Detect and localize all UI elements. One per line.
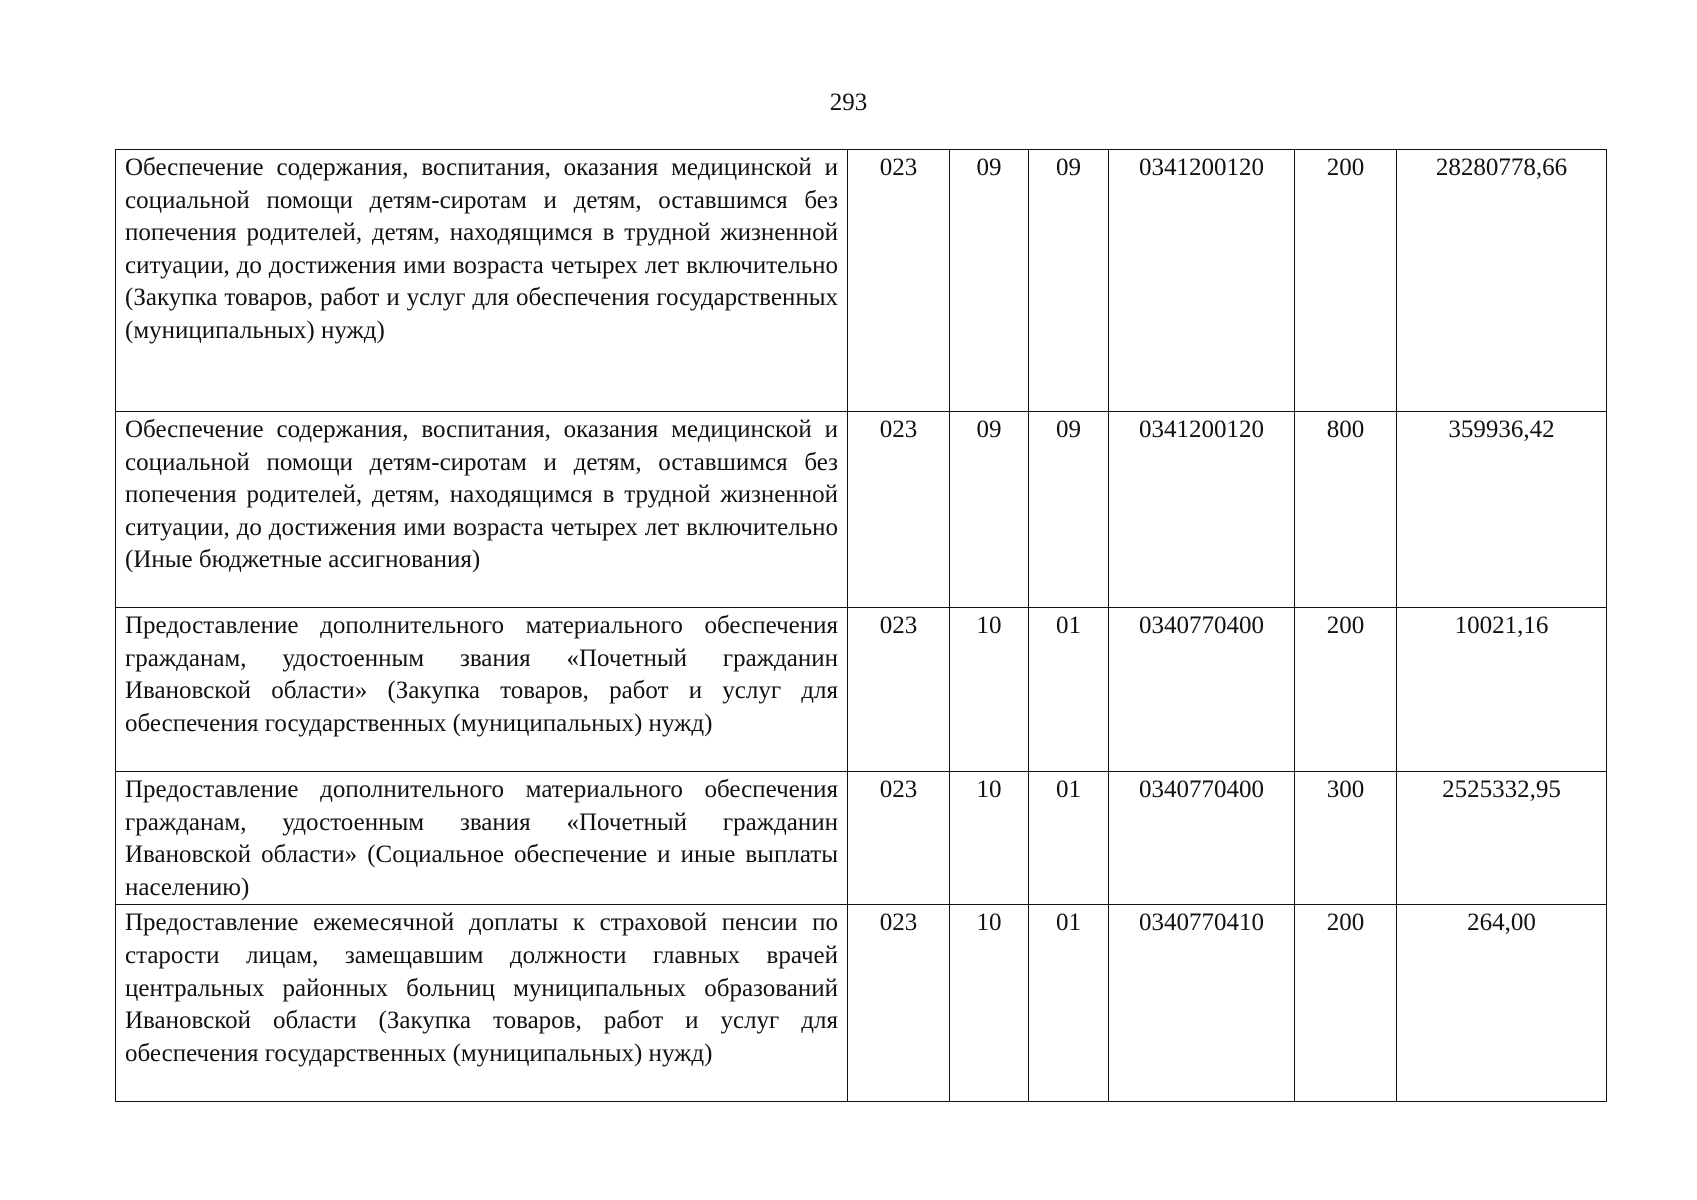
row-description: Предоставление дополнительного материального обеспечения гражданам, удостоенным звания «Почетный гражданин Ивановской области» (Закупка товаров, работ и услуг для обеспечения государственных (муниципальных) нужд): [116, 608, 848, 772]
target-code: 0341200120: [1109, 412, 1295, 608]
subsection-code: 01: [1029, 905, 1109, 1102]
expense-type-code: 200: [1295, 905, 1397, 1102]
admin-code: 023: [848, 412, 950, 608]
subsection-code: 09: [1029, 150, 1109, 412]
row-description: Предоставление ежемесячной доплаты к страховой пенсии по старости лицам, замещавшим должности главных врачей центральных районных больниц муниципальных образований Ивановской области (Закупка товаров, работ и услуг для обеспечения государственных (муниципальных) нужд): [116, 905, 848, 1102]
admin-code: 023: [848, 608, 950, 772]
target-code: 0340770410: [1109, 905, 1295, 1102]
admin-code: 023: [848, 772, 950, 905]
target-code: 0341200120: [1109, 150, 1295, 412]
amount: 2525332,95: [1397, 772, 1607, 905]
amount: 28280778,66: [1397, 150, 1607, 412]
expense-type-code: 800: [1295, 412, 1397, 608]
table-row: [116, 772, 1607, 905]
admin-code: 023: [848, 150, 950, 412]
section-code: 10: [950, 772, 1029, 905]
target-code: 0340770400: [1109, 608, 1295, 772]
amount: 10021,16: [1397, 608, 1607, 772]
table-row: [116, 150, 1607, 412]
budget-table: [115, 149, 1607, 1102]
table-row: [116, 412, 1607, 608]
section-code: 09: [950, 412, 1029, 608]
row-description: Обеспечение содержания, воспитания, оказания медицинской и социальной помощи детям-сиротам и детям, оставшимся без попечения родителей, детям, находящимся в трудной жизненной ситуации, до достижения ими возраста четырех лет включительно (Закупка товаров, работ и услуг для обеспечения государственных (муниципальных) нужд): [116, 150, 848, 412]
admin-code: 023: [848, 905, 950, 1102]
section-code: 10: [950, 608, 1029, 772]
row-description: Предоставление дополнительного материального обеспечения гражданам, удостоенным звания «Почетный гражданин Ивановской области» (Социальное обеспечение и иные выплаты населению): [116, 772, 848, 905]
table-row: [116, 905, 1607, 1102]
row-description: Обеспечение содержания, воспитания, оказания медицинской и социальной помощи детям-сиротам и детям, оставшимся без попечения родителей, детям, находящимся в трудной жизненной ситуации, до достижения ими возраста четырех лет включительно (Иные бюджетные ассигнования): [116, 412, 848, 608]
amount: 264,00: [1397, 905, 1607, 1102]
table-row: [116, 608, 1607, 772]
page-number: 293: [829, 89, 868, 116]
amount: 359936,42: [1397, 412, 1607, 608]
subsection-code: 09: [1029, 412, 1109, 608]
subsection-code: 01: [1029, 608, 1109, 772]
expense-type-code: 200: [1295, 608, 1397, 772]
expense-type-code: 300: [1295, 772, 1397, 905]
subsection-code: 01: [1029, 772, 1109, 905]
target-code: 0340770400: [1109, 772, 1295, 905]
section-code: 10: [950, 905, 1029, 1102]
section-code: 09: [950, 150, 1029, 412]
expense-type-code: 200: [1295, 150, 1397, 412]
